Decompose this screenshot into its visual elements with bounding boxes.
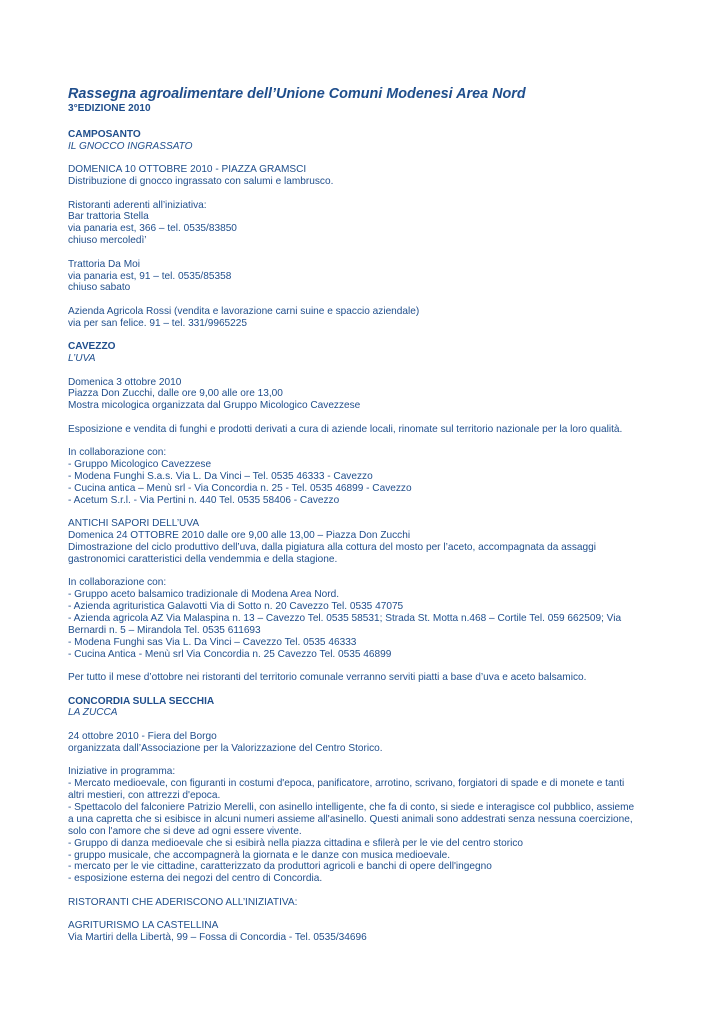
- event-block: [68, 518, 648, 566]
- restaurant-closing-day: chiuso mercoledì’: [68, 235, 147, 247]
- collaboration-list: [68, 577, 648, 660]
- event-description: Dimostrazione del ciclo produttivo dell’uva, dalla pigiatura alla cottura del mosto per l’aceto, accompagnata da assaggi: [68, 541, 596, 553]
- list-item: - esposizione esterna dei negozi del centro di Concordia.: [68, 873, 323, 885]
- list-item: - Spettacolo del falconiere Patrizio Merelli, con asinello intelligente, che fa di conto, si siede e interagisce col pubblico, assieme: [68, 801, 635, 813]
- section-theme: IL GNOCCO INGRASSATO: [68, 140, 193, 152]
- list-item: solo con l'amore che si deve ad ogni essere vivente.: [68, 825, 302, 837]
- restaurant-name: Trattoria Da Moi: [68, 258, 140, 270]
- section-title: CAVEZZO: [68, 341, 116, 353]
- event-block: [68, 164, 648, 188]
- event-block: [68, 377, 648, 413]
- list-item: - Gruppo di danza medioevale che si esibirà nella piazza cittadina e sfilerà per le vie del centro storico: [68, 837, 524, 849]
- event-date: DOMENICA 10 OTTOBRE 2010 - PIAZZA GRAMSCI: [68, 164, 307, 176]
- restaurant-block: [68, 259, 648, 295]
- list-item: - gruppo musicale, che accompagnerà la giornata e le danze con musica medioevale.: [68, 849, 451, 861]
- section-title: CONCORDIA SULLA SECCHIA: [68, 695, 215, 707]
- list-item: altri mestieri, con attrezzi d'epoca.: [68, 789, 221, 801]
- restaurants-label: RISTORANTI CHE ADERISCONO ALL’INIZIATIVA:: [68, 896, 298, 908]
- exhibition-text: Esposizione e vendita di funghi e prodotti derivati a cura di aziende locali, rinomate sul territorio nazionale per la loro qualità.: [68, 423, 623, 435]
- restaurant-name: Bar trattoria Stella: [68, 211, 149, 223]
- month-note: Per tutto il mese d’ottobre nei ristoranti del territorio comunale verranno serviti piatti a base d’uva e aceto balsamico.: [68, 672, 587, 684]
- event-block: [68, 731, 648, 755]
- restaurant-address: Via Martiri della Libertà, 99 – Fossa di Concordia - Tel. 0535/34696: [68, 932, 367, 944]
- document-title: Rassegna agroalimentare dell’Unione Comuni Modenesi Area Nord: [68, 86, 526, 102]
- collaboration-list: [68, 447, 648, 507]
- restaurant-name: Azienda Agricola Rossi (vendita e lavorazione carni suine e spaccio aziendale): [68, 305, 420, 317]
- section-camposanto: [68, 129, 648, 330]
- event-organizer: organizzata dall’Associazione per la Valorizzazione del Centro Storico.: [68, 742, 383, 754]
- list-item: - Acetum S.r.l. - Via Pertini n. 440 Tel. 0535 58406 - Cavezzo: [68, 494, 340, 506]
- restaurant-block: [68, 306, 648, 330]
- document-page: [68, 86, 648, 955]
- list-item: - Gruppo aceto balsamico tradizionale di Modena Area Nord.: [68, 589, 339, 601]
- event-title: ANTICHI SAPORI DELL’UVA: [68, 518, 200, 530]
- section-theme: LA ZUCCA: [68, 707, 118, 719]
- list-item: - Mercato medioevale, con figuranti in costumi d'epoca, panificatore, arrotino, scrivano, forgiatori di spade e di monete e tanti: [68, 778, 625, 790]
- edition-label: 3°EDIZIONE 2010: [68, 103, 151, 114]
- event-description: Distribuzione di gnocco ingrassato con salumi e lambrusco.: [68, 176, 334, 188]
- initiatives-list: [68, 766, 648, 885]
- list-item: - Modena Funghi S.a.s. Via L. Da Vinci – Tel. 0535 46333 - Cavezzo: [68, 470, 373, 482]
- restaurant-address: via panaria est, 366 – tel. 0535/83850: [68, 223, 237, 235]
- event-description: gastronomici caratteristici della vendemmia e della stagione.: [68, 553, 338, 565]
- event-description: Mostra micologica organizzata dal Gruppo Micologico Cavezzese: [68, 400, 361, 412]
- section-title: CAMPOSANTO: [68, 128, 141, 140]
- restaurant-address: via panaria est, 91 – tel. 0535/85358: [68, 270, 232, 282]
- list-item: a una capretta che si esibisce in alcuni numeri assieme all'asinello. Questi animali sono addestrati senza nessuna coercizione,: [68, 813, 633, 825]
- restaurant-closing-day: chiuso sabato: [68, 282, 131, 294]
- section-concordia: [68, 696, 648, 944]
- event-place: Piazza Don Zucchi, dalle ore 9,00 alle ore 13,00: [68, 388, 283, 400]
- restaurant-address: via per san felice. 91 – tel. 331/9965225: [68, 317, 248, 329]
- list-item: - Modena Funghi sas Via L. Da Vinci – Cavezzo Tel. 0535 46333: [68, 636, 357, 648]
- collaboration-label: In collaborazione con:: [68, 577, 167, 589]
- list-item: - Cucina antica – Menù srl - Via Concordia n. 25 - Tel. 0535 46899 - Cavezzo: [68, 482, 412, 494]
- event-date: Domenica 3 ottobre 2010: [68, 376, 182, 388]
- section-cavezzo: [68, 341, 648, 684]
- list-item: - Cucina Antica - Menù srl Via Concordia n. 25 Cavezzo Tel. 0535 46899: [68, 648, 392, 660]
- event-date: Domenica 24 OTTOBRE 2010 dalle ore 9,00 alle 13,00 – Piazza Don Zucchi: [68, 530, 411, 542]
- list-item: - Gruppo Micologico Cavezzese: [68, 459, 212, 471]
- list-item: - Azienda agricola AZ Via Malaspina n. 13 – Cavezzo Tel. 0535 58531; Strada St. Motta n.468 – Cortile Tel. 059 662509; Via: [68, 613, 622, 624]
- collaboration-label: In collaborazione con:: [68, 447, 167, 459]
- list-item: - mercato per le vie cittadine, caratterizzato da produttori agricoli e banchi di opere dell'ingegno: [68, 861, 492, 873]
- section-theme: L’UVA: [68, 353, 96, 365]
- list-item: Bernardi n. 5 – Mirandola Tel. 0535 611693: [68, 624, 261, 636]
- restaurant-name: AGRITURISMO LA CASTELLINA: [68, 920, 219, 932]
- event-date: 24 ottobre 2010 - Fiera del Borgo: [68, 730, 217, 742]
- adherents-label: Ristoranti aderenti all’iniziativa:: [68, 199, 207, 211]
- restaurant-block: [68, 920, 648, 944]
- list-item: - Azienda agrituristica Galavotti Via di Sotto n. 20 Cavezzo Tel. 0535 47075: [68, 601, 404, 613]
- initiatives-label: Iniziative in programma:: [68, 766, 176, 778]
- restaurant-block: [68, 200, 648, 248]
